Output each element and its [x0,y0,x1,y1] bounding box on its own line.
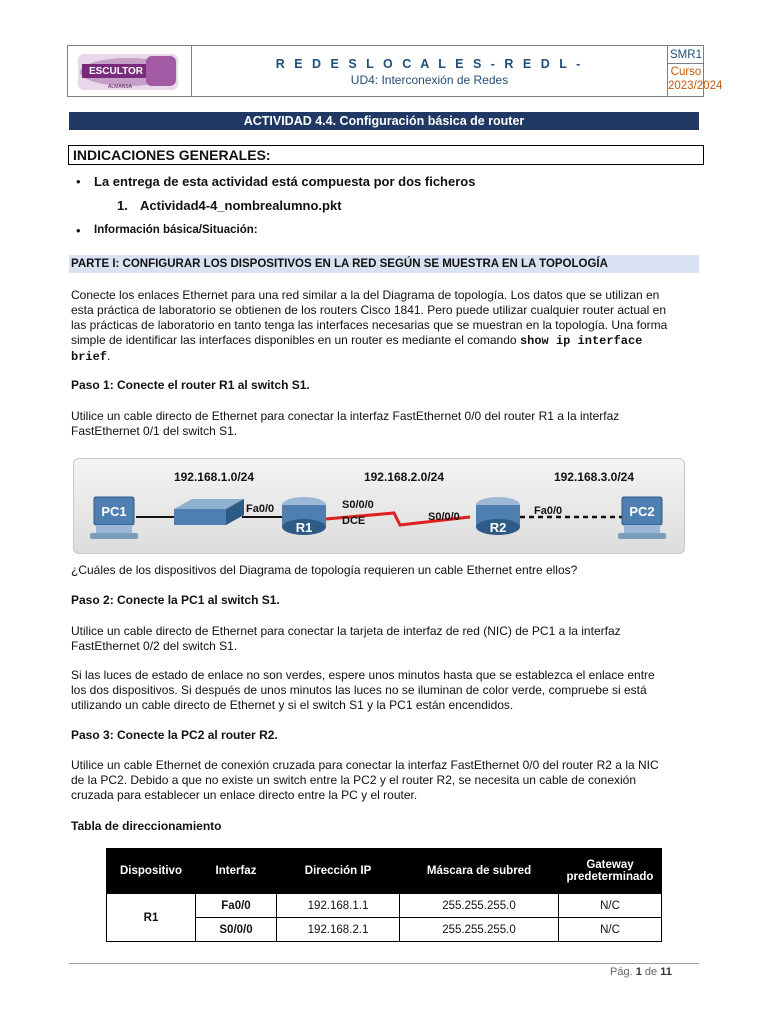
interface-cell: Fa0/0 [196,894,277,918]
pc2-label: PC2 [629,504,655,519]
course-info [192,46,668,96]
intro-line: Conecte los enlaces Ethernet para una red similar a la del Diagrama de topología. Los datos que se utilizan en [71,288,660,302]
topology-diagram [73,458,685,554]
page-current: 1 [635,966,642,978]
curso-label: Curso [670,66,702,78]
mask-cell: 255.255.255.0 [400,918,559,942]
page-total: 11 [660,966,672,978]
router-r1-icon [282,497,326,535]
bullet-dot: • [76,223,81,238]
bullet-sub-file: Actividad4-4_nombrealumno.pkt [140,198,342,213]
table-row [107,894,662,918]
topology-graphic [74,459,686,555]
network-label: 192.168.1.0/24 [173,470,255,484]
paso2-line: Utilice un cable directo de Ethernet para conectar la tarjeta de interfaz de red (NIC) de PC1 a la interfaz [71,624,621,638]
column-header: Gateway predeterminado [559,849,662,894]
paso2-paragraph [71,624,701,654]
school-logo [68,46,192,96]
table-title: Tabla de direccionamiento [71,819,222,833]
bullet-entrega: La entrega de esta actividad está compuesta por dos ficheros [94,174,476,189]
paso2-line: utilizando un cable directo de Ethernet y si el switch S1 y la PC1 están encendidos. [71,698,514,712]
interface-label: S0/0/0 [342,499,374,511]
column-header: Dispositivo [107,849,196,894]
ip-cell: 192.168.1.1 [277,894,400,918]
header-divider [668,63,704,64]
page-number [610,966,672,978]
activity-title: ACTIVIDAD 4.4. Configuración básica de router [69,112,699,130]
r1-label: R1 [295,520,313,535]
addressing-table [106,848,662,942]
gateway-cell: N/C [559,918,662,942]
footer-divider [69,963,699,964]
paso3-line: cruzada para establecer un enlace directo entre la PC y el router. [71,788,418,802]
switch-icon [174,499,244,525]
intro-paragraph [71,288,701,365]
table-header-row [107,849,662,894]
logo-subtext: ALMANSA [108,84,132,90]
command-text: brief [71,350,108,364]
interface-label: S0/0/0 [428,511,460,523]
logo-text: ESCULTOR [88,66,144,77]
command-text: show ip interface [519,334,643,348]
interface-label: Fa0/0 [246,503,275,515]
network-label: 192.168.2.0/24 [363,470,445,484]
device-cell: R1 [107,894,196,942]
intro-text: simple de identificar las interfaces disponibles en un router es mediante el comando [71,333,517,347]
unit-title: UD4: Interconexión de Redes [350,73,509,87]
indicaciones-heading: INDICACIONES GENERALES: [68,145,704,165]
paso1-line: FastEthernet 0/1 del switch S1. [71,424,238,438]
paso2-line: los dos dispositivos. Si después de unos minutos las luces no se iluminan de color verde, compruebe si está [71,683,647,697]
r2-label: R2 [489,520,507,535]
column-header: Interfaz [196,849,277,894]
paso3-line: de la PC2. Debido a que no existe un switch entre la PC2 y el router R2, se necesita un cable de conexión [71,773,637,787]
bullet-info-basica: Información básica/Situación: [94,224,258,236]
course-year-box [668,46,723,96]
intro-line: esta práctica de laboratorio se obtienen de los routers Cisco 1841. Pero puede utilizar cualquier router actual en [71,303,667,317]
gateway-cell: N/C [559,894,662,918]
interface-cell: S0/0/0 [196,918,277,942]
question-text: ¿Cuáles de los dispositivos del Diagrama de topología requieren un cable Ethernet entre ellos? [71,563,578,577]
paso3-title: Paso 3: Conecte la PC2 al router R2. [71,728,278,742]
parte1-heading: PARTE I: CONFIGURAR LOS DISPOSITIVOS EN LA RED SEGÚN SE MUESTRA EN LA TOPOLOGÍA [69,255,699,273]
paso2-title: Paso 2: Conecte la PC1 al switch S1. [71,593,280,607]
column-header: Dirección IP [277,849,400,894]
intro-line [71,333,701,349]
page-of: de [644,966,658,978]
dce-label: DCE [342,515,366,527]
intro-line: las prácticas de laboratorio en tanto tenga las interfaces necesarias que se muestran en la topología. Una forma [71,318,668,332]
interface-label: Fa0/0 [534,505,563,517]
pc1-label: PC1 [101,504,127,519]
mask-cell: 255.255.255.0 [400,894,559,918]
paso3-line: Utilice un cable Ethernet de conexión cruzada para conectar la interfaz FastEthernet 0/0 del router R2 a la NIC [71,758,659,772]
document-header [67,45,723,97]
paso2-note [71,668,701,713]
paso1-paragraph [71,409,701,439]
curso-year: 2023/2024 [668,80,723,92]
paso1-line: Utilice un cable directo de Ethernet para conectar la interfaz FastEthernet 0/0 del router R1 a la interfaz [71,409,620,423]
bullet-dot: • [76,174,81,189]
column-header: Máscara de subred [400,849,559,894]
paso2-line: FastEthernet 0/2 del switch S1. [71,639,238,653]
pc1-icon [90,497,138,539]
network-label: 192.168.3.0/24 [553,470,635,484]
course-title: R E D E S L O C A L E S - R E D L - [275,57,584,71]
paso3-paragraph [71,758,701,803]
period: . [107,349,111,363]
bullet-sub-number: 1. [117,198,128,213]
paso1-title: Paso 1: Conecte el router R1 al switch S1. [71,378,310,392]
pc2-icon [618,497,666,539]
page-label: Pág. [610,966,633,978]
intro-line [71,349,701,365]
logo-graphic [68,46,190,96]
router-r2-icon [476,497,520,535]
paso2-line: Si las luces de estado de enlace no son verdes, espere unos minutos hasta que se establezca el enlace entre [71,668,655,682]
group-label: SMR1 [670,49,702,61]
ip-cell: 192.168.2.1 [277,918,400,942]
